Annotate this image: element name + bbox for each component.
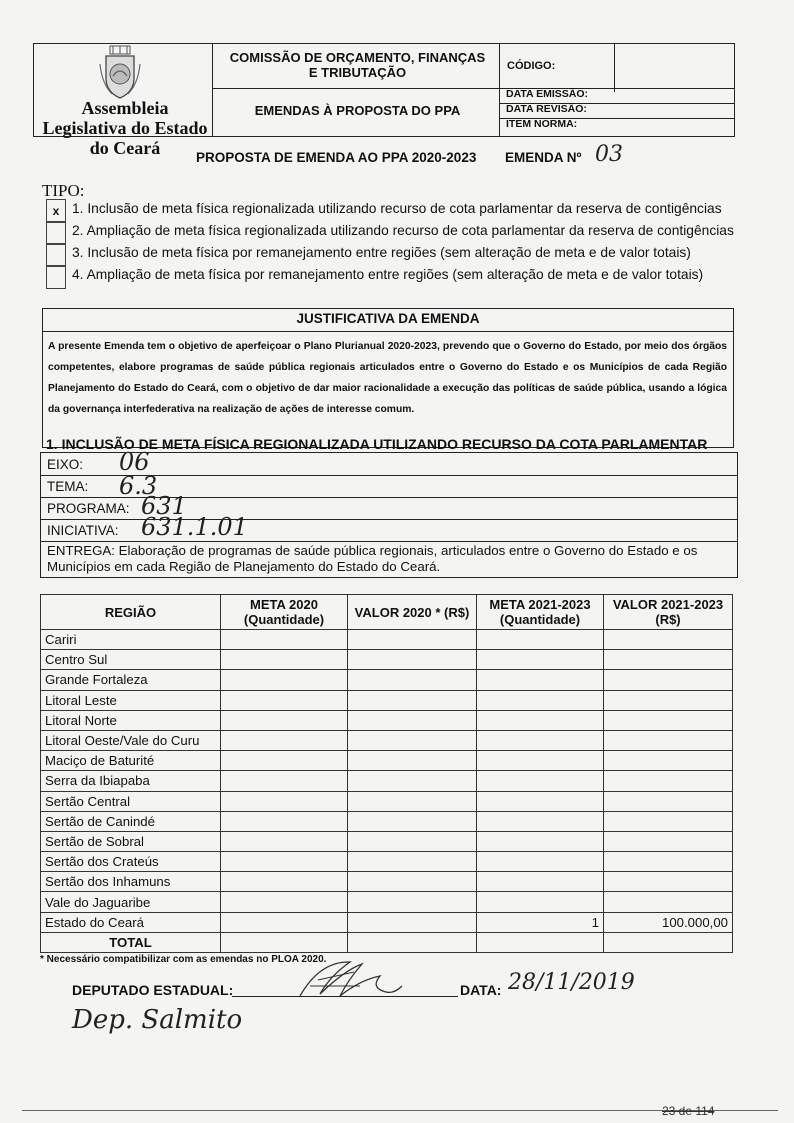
divider (212, 88, 734, 89)
region-name: Litoral Norte (41, 710, 221, 730)
justificativa-text: A presente Emenda tem o objetivo de aperfeiçoar o Plano Plurianual 2020-2023, prevendo que o Governo do Estado, por meio dos órgãos competentes, elabore programas de saúde pública regionais articulados entre o Governo do Estado e os Municípios de cada Região Planejamento do Estado do Ceará, com o objetivo de dar maior racionalidade a execução das políticas de saúde pública, usando a lógica da governança interfederativa na realização de ações de interesse comum. (48, 341, 727, 415)
col-valor-2020: VALOR 2020 * (R$) (348, 595, 477, 630)
region-name: Sertão dos Inhamuns (41, 872, 221, 892)
table-cell[interactable] (477, 811, 604, 831)
table-cell[interactable] (477, 932, 604, 952)
data-value[interactable]: 28/11/2019 (508, 970, 635, 995)
entrega-text: ENTREGA: Elaboração de programas de saúde pública regionais, articulados entre o Governo do Estado e os Municípios em cada Região de Planejamento do Estado do Ceará. (47, 543, 698, 574)
table-cell[interactable] (348, 771, 477, 791)
divider (212, 44, 213, 136)
programa-value[interactable]: 631 (141, 492, 187, 520)
table-row (41, 892, 733, 912)
table-cell[interactable] (477, 831, 604, 851)
table-row (41, 831, 733, 851)
table-cell[interactable] (221, 751, 348, 771)
table-cell[interactable] (221, 650, 348, 670)
emenda-label: EMENDA Nº (505, 150, 582, 165)
table-row (41, 751, 733, 771)
table-cell[interactable]: 100.000,00 (604, 912, 733, 932)
table-total-row (41, 932, 733, 952)
table-cell[interactable] (221, 670, 348, 690)
tema-label: TEMA: (47, 479, 89, 494)
table-cell[interactable] (221, 690, 348, 710)
table-row (41, 771, 733, 791)
tipo-option[interactable] (46, 199, 726, 221)
section-title: 1. INCLUSÃO DE META FÍSICA REGIONALIZADA UTILIZANDO RECURSO DA COTA PARLAMENTAR (46, 436, 708, 452)
table-row (41, 912, 733, 932)
total-label: TOTAL (41, 932, 221, 952)
col-regiao: REGIÃO (41, 595, 221, 630)
table-cell[interactable] (604, 811, 733, 831)
data-label: DATA: (460, 982, 502, 998)
table-row (41, 791, 733, 811)
handwritten-name: Dep. Salmito (72, 1005, 243, 1035)
table-row (41, 852, 733, 872)
tipo-option-label: 1. Inclusão de meta física regionalizada utilizando recurso de cota parlamentar da reserva de contigências (72, 201, 722, 216)
table-row (41, 650, 733, 670)
tipo-checkbox[interactable] (46, 221, 66, 245)
iniciativa-value[interactable]: 631.1.01 (141, 513, 248, 541)
tipo-label: TIPO: (42, 181, 85, 200)
table-cell[interactable] (604, 831, 733, 851)
table-cell[interactable] (477, 771, 604, 791)
tipo-option[interactable] (46, 221, 734, 243)
deputado-label: DEPUTADO ESTADUAL: (72, 982, 234, 998)
footnote: * Necessário compatibilizar com as emendas no PLOA 2020. (40, 954, 327, 965)
eixo-value[interactable]: 06 (119, 448, 150, 476)
table-cell[interactable]: 1 (477, 912, 604, 932)
region-name: Estado do Ceará (41, 912, 221, 932)
table-cell[interactable] (348, 791, 477, 811)
emenda-number: 03 (595, 142, 623, 167)
table-cell[interactable] (604, 710, 733, 730)
region-name: Centro Sul (41, 650, 221, 670)
table-cell[interactable] (604, 771, 733, 791)
table-cell[interactable] (348, 710, 477, 730)
divider (499, 44, 500, 136)
data-emissao-label: DATA EMISSÃO: (506, 88, 589, 100)
table-cell[interactable] (477, 791, 604, 811)
table-row (41, 730, 733, 750)
item-norma-label: ITEM NORMA: (506, 118, 578, 130)
region-name: Grande Fortaleza (41, 670, 221, 690)
table-cell[interactable] (348, 811, 477, 831)
table-cell[interactable] (604, 932, 733, 952)
table-cell[interactable] (477, 852, 604, 872)
table-cell[interactable] (477, 892, 604, 912)
table-header-row (41, 595, 733, 630)
table-cell[interactable] (348, 892, 477, 912)
divider (43, 331, 733, 332)
table-cell[interactable] (348, 650, 477, 670)
region-name: Sertão dos Crateús (41, 852, 221, 872)
table-cell[interactable] (221, 710, 348, 730)
table-cell[interactable] (604, 730, 733, 750)
institution-name: Assembleia Legislativa do Estado do Ceará (42, 98, 208, 158)
region-name: Maciço de Baturité (41, 751, 221, 771)
table-cell[interactable] (604, 852, 733, 872)
tipo-option[interactable] (46, 243, 726, 265)
table-cell[interactable] (604, 872, 733, 892)
tipo-checkbox[interactable]: x (46, 199, 66, 223)
table-cell[interactable] (604, 892, 733, 912)
table-cell[interactable] (348, 690, 477, 710)
divider (614, 44, 615, 92)
table-cell[interactable] (221, 771, 348, 791)
table-cell[interactable] (477, 730, 604, 750)
region-name: Sertão de Canindé (41, 811, 221, 831)
regions-table (40, 594, 733, 953)
table-row (41, 872, 733, 892)
iniciativa-row (41, 513, 737, 542)
col-meta-2021-2023: META 2021-2023 (Quantidade) (477, 595, 604, 630)
tipo-option-label: 3. Inclusão de meta física por remanejamento entre regiões (sem alteração de meta e de valor totais) (72, 245, 691, 260)
region-name: Sertão Central (41, 791, 221, 811)
tema-value[interactable]: 6.3 (119, 472, 158, 500)
region-name: Cariri (41, 630, 221, 650)
table-cell[interactable] (348, 670, 477, 690)
table-cell[interactable] (348, 751, 477, 771)
justificativa-title: JUSTIFICATIVA DA EMENDA (296, 311, 480, 326)
table-cell[interactable] (604, 670, 733, 690)
tipo-option-label: 2. Ampliação de meta física regionalizada utilizando recurso de cota parlamentar da reserva de contigências (72, 223, 734, 238)
table-row (41, 811, 733, 831)
data-revisao-label: DATA REVISÃO: (506, 103, 587, 115)
coat-of-arms-icon (98, 44, 142, 100)
table-row (41, 630, 733, 650)
commission-title: COMISSÃO DE ORÇAMENTO, FINANÇAS E TRIBUTAÇÃO (229, 50, 486, 80)
table-cell[interactable] (348, 912, 477, 932)
table-cell[interactable] (221, 831, 348, 851)
table-cell[interactable] (348, 932, 477, 952)
table-cell[interactable] (604, 751, 733, 771)
table-cell[interactable] (477, 670, 604, 690)
codigo-label: CÓDIGO: (507, 60, 556, 72)
table-cell[interactable] (221, 872, 348, 892)
table-cell[interactable] (604, 690, 733, 710)
table-cell[interactable] (604, 630, 733, 650)
table-cell[interactable] (477, 650, 604, 670)
table-cell[interactable] (604, 791, 733, 811)
table-cell[interactable] (348, 630, 477, 650)
table-cell[interactable] (604, 650, 733, 670)
col-valor-2021-2023: VALOR 2021-2023 (R$) (604, 595, 733, 630)
table-row (41, 710, 733, 730)
tipo-checkbox[interactable] (46, 265, 66, 289)
page-number: 23 de 114 (662, 1104, 715, 1118)
table-cell[interactable] (221, 791, 348, 811)
table-cell[interactable] (477, 710, 604, 730)
table-cell[interactable] (221, 892, 348, 912)
programa-label: PROGRAMA: (47, 501, 130, 516)
tipo-option-label: 4. Ampliação de meta física por remanejamento entre regiões (sem alteração de meta e de valor totais) (72, 267, 704, 282)
iniciativa-label: INICIATIVA: (47, 523, 119, 538)
table-cell[interactable] (348, 730, 477, 750)
table-cell[interactable] (477, 630, 604, 650)
fields-box (40, 448, 738, 578)
region-name: Vale do Jaguaribe (41, 892, 221, 912)
table-cell[interactable] (348, 831, 477, 851)
signature-scribble (290, 956, 410, 1002)
table-row (41, 690, 733, 710)
table-cell[interactable] (221, 811, 348, 831)
region-name: Serra da Ibiapaba (41, 771, 221, 791)
table-cell[interactable] (221, 852, 348, 872)
justificativa-box (42, 308, 734, 448)
tipo-option[interactable] (46, 265, 726, 287)
table-cell[interactable] (221, 932, 348, 952)
form-title: EMENDAS À PROPOSTA DO PPA (254, 103, 461, 118)
table-cell[interactable] (348, 872, 477, 892)
table-cell[interactable] (221, 912, 348, 932)
region-name: Litoral Leste (41, 690, 221, 710)
table-cell[interactable] (477, 751, 604, 771)
table-row (41, 670, 733, 690)
col-meta-2020: META 2020 (Quantidade) (221, 595, 348, 630)
table-cell[interactable] (221, 630, 348, 650)
table-cell[interactable] (477, 690, 604, 710)
table-cell[interactable] (221, 730, 348, 750)
tipo-checkbox[interactable] (46, 243, 66, 267)
region-name: Sertão de Sobral (41, 831, 221, 851)
eixo-label: EIXO: (47, 457, 84, 472)
region-name: Litoral Oeste/Vale do Curu (41, 730, 221, 750)
proposta-title: PROPOSTA DE EMENDA AO PPA 2020-2023 (196, 150, 477, 165)
table-cell[interactable] (477, 872, 604, 892)
table-cell[interactable] (348, 852, 477, 872)
